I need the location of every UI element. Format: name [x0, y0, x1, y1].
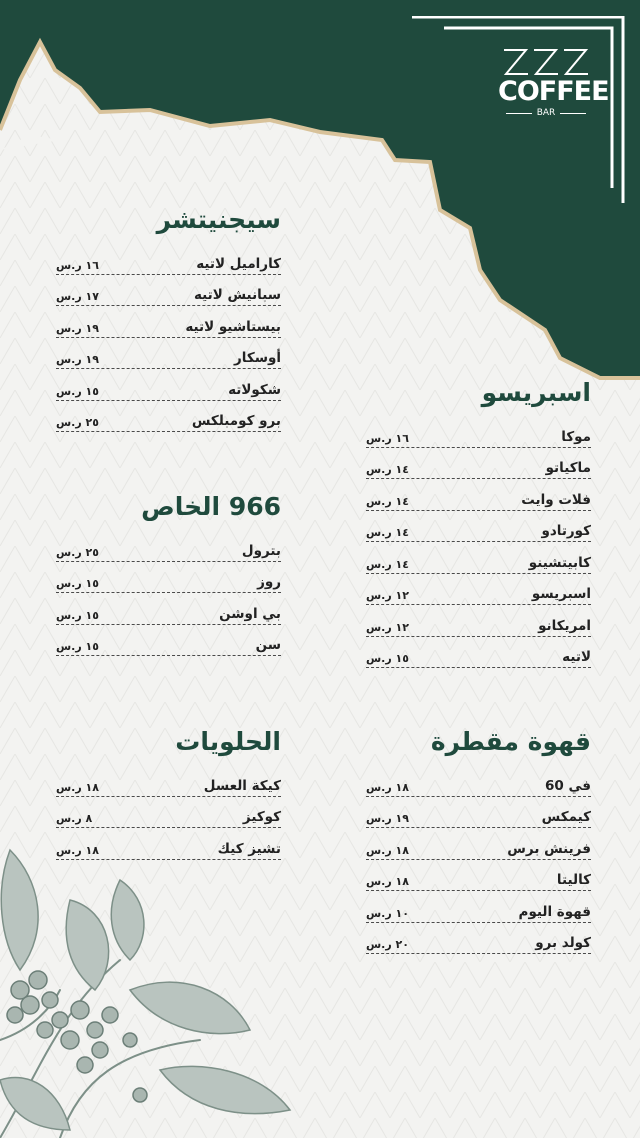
menu-item — [366, 891, 591, 923]
item-price: ١٨ ر.س — [56, 843, 99, 857]
item-name: كيمكس — [541, 809, 591, 825]
menu-item — [366, 860, 591, 892]
item-price: ١٠ ر.س — [366, 906, 409, 920]
item-price: ١٢ ر.س — [366, 620, 409, 634]
menu-item — [366, 574, 591, 606]
menu-item — [366, 765, 591, 797]
menu-item — [56, 562, 281, 594]
item-name: بي اوشن — [219, 605, 281, 622]
item-price: ١٥ ر.س — [56, 640, 99, 653]
item-price: ١٥ ر.س — [366, 652, 409, 665]
item-name: شكولاته — [228, 381, 281, 398]
menu-item — [366, 511, 591, 543]
item-name: كابيتشينو — [528, 554, 591, 571]
item-name: روز — [257, 574, 281, 590]
section-title: الحلويات — [175, 727, 281, 756]
item-price: ١٦ ر.س — [366, 431, 409, 445]
menu-item — [366, 797, 591, 829]
item-price: ١٥ ر.س — [56, 608, 99, 622]
brand-sub-text: BAR — [536, 108, 556, 118]
menu-item — [366, 828, 591, 860]
item-price: ١٩ ر.س — [56, 353, 99, 366]
item-name: فلات وايت — [521, 491, 591, 508]
item-price: ١٩ ر.س — [366, 812, 409, 825]
item-name: بيستاشيو لاتيه — [185, 318, 281, 335]
menu-item — [366, 923, 591, 955]
section-signature — [56, 205, 281, 432]
section-title: 966 الخاص — [141, 492, 281, 521]
menu-item — [366, 605, 591, 637]
menu-item — [56, 625, 281, 657]
item-name: في 60 — [545, 777, 591, 794]
item-name: كاليتا — [556, 872, 591, 888]
item-price: ١٥ ر.س — [56, 384, 99, 398]
section-drip-coffee — [366, 727, 591, 954]
menu-item — [56, 338, 281, 370]
menu-item — [366, 637, 591, 669]
menu-item — [56, 275, 281, 307]
item-name: كولد برو — [535, 935, 591, 951]
menu-item — [366, 448, 591, 480]
item-price: ١٤ ر.س — [366, 526, 409, 539]
item-price: ١٨ ر.س — [366, 780, 409, 794]
item-name: موكا — [561, 428, 591, 445]
section-special — [56, 492, 281, 656]
item-name: سن — [255, 637, 281, 653]
coffee-plant-illustration — [0, 840, 300, 1138]
item-name: امريكانو — [538, 617, 591, 634]
item-name: لاتيه — [562, 649, 591, 665]
item-price: ١٩ ر.س — [56, 321, 99, 335]
item-name: كورتادو — [541, 523, 591, 539]
item-name: كوكيز — [242, 809, 281, 825]
item-name: اسبريسو — [531, 586, 591, 602]
menu-item — [56, 306, 281, 338]
brand-sub — [498, 108, 594, 118]
item-name: قهوة اليوم — [518, 903, 591, 920]
menu-item — [366, 416, 591, 448]
item-price: ١٥ ر.س — [56, 577, 99, 590]
item-name: فرينش برس — [507, 840, 591, 857]
brand-logo — [498, 46, 609, 118]
item-name: سبانيش لاتيه — [193, 287, 281, 303]
item-name: بترول — [241, 542, 281, 559]
menu-item — [366, 479, 591, 511]
item-price: ١٧ ر.س — [56, 290, 99, 303]
menu-item — [56, 765, 281, 797]
item-name: كاراميل لاتيه — [196, 255, 281, 272]
item-price: ٢٠ ر.س — [366, 938, 409, 951]
item-price: ١٤ ر.س — [366, 494, 409, 508]
brand-name: COFFEE — [498, 76, 609, 107]
item-price: ١٨ ر.س — [366, 875, 409, 888]
item-price: ٨ ر.س — [56, 812, 93, 825]
item-price: ١٨ ر.س — [56, 780, 99, 794]
section-espresso — [366, 378, 591, 668]
menu-item — [56, 530, 281, 562]
item-name: ماكياتو — [545, 460, 591, 476]
section-title: قهوة مقطرة — [430, 727, 591, 756]
item-price: ٢٥ ر.س — [56, 416, 99, 429]
menu-item — [56, 401, 281, 433]
item-price: ١٨ ر.س — [366, 843, 409, 857]
item-name: أوسكار — [234, 350, 281, 366]
menu-item — [56, 243, 281, 275]
menu-item — [56, 369, 281, 401]
zzz-mark-icon — [500, 46, 592, 78]
menu-item — [366, 542, 591, 574]
item-name: كيكة العسل — [203, 777, 281, 794]
item-price: ٢٥ ر.س — [56, 545, 99, 559]
menu-item — [56, 797, 281, 829]
item-price: ١٢ ر.س — [366, 589, 409, 602]
item-price: ١٦ ر.س — [56, 258, 99, 272]
menu-item — [56, 593, 281, 625]
section-title: سيجنيتشر — [156, 205, 281, 234]
section-title: اسبريسو — [481, 378, 591, 407]
item-price: ١٤ ر.س — [366, 557, 409, 571]
item-name: تشيز كيك — [217, 840, 281, 857]
item-price: ١٤ ر.س — [366, 463, 409, 476]
item-name: برو كومبلكس — [191, 413, 281, 429]
